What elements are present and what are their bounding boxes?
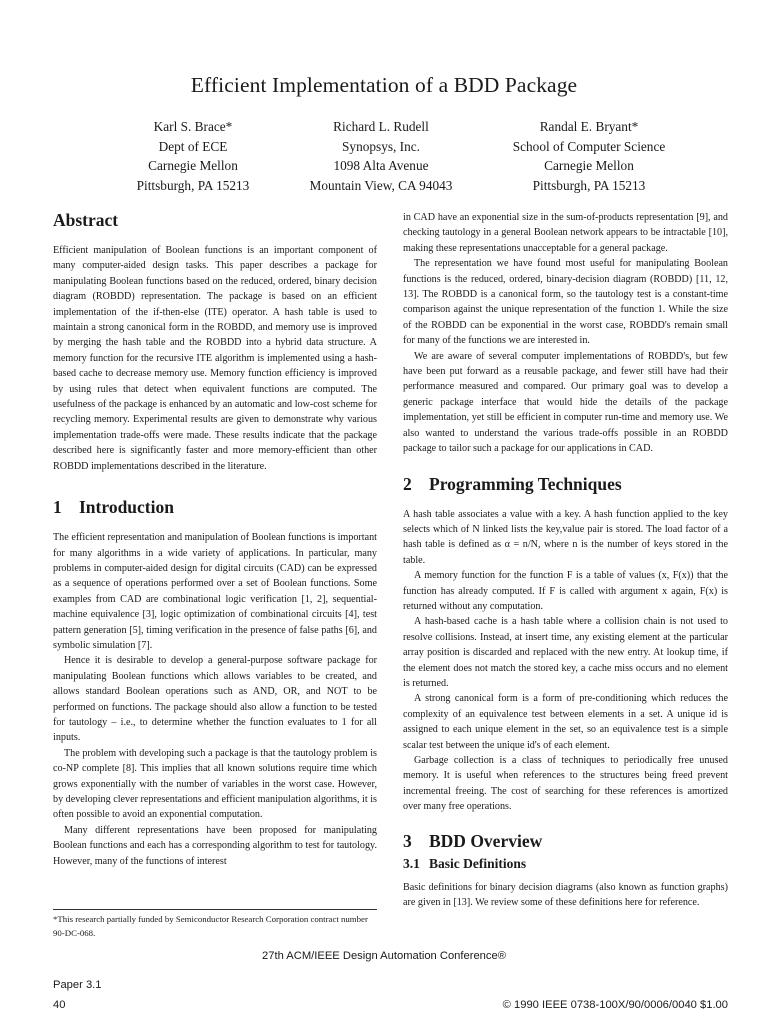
paragraph: A hash table associates a value with a key. A hash function applied to the key selects which of N linked lists the key,value pair is stored. The load factor of a hash table is defined as α = n/N, where n is the number of keys stored in the table. [403,508,728,566]
author-address: Mountain View, CA 94043 [309,177,453,193]
author-affiliation: Dept of ECE [158,138,228,154]
section-number: 1 [53,497,62,518]
author-affiliation: Synopsys, Inc. [342,138,420,154]
author-affiliation: School of Computer Science [512,138,666,154]
abstract-text: Efficient manipulation of Boolean functions is an important component of many computer-aided design tasks. This paper describes a package for manipulating Boolean functions based on the reduced, ordered, binary decision diagram (ROBDD) representation. The package is based on an efficient implementation of the if-then-else (ITE) operator. A hash table is used to maintain a strong canonical form in the ROBDD, and memory use is improved by merging the hash table and the ROBDD into a hybrid data structure. A memory function for the recursive ITE algorithm is implemented using a hash-based cache to decrease memory use. Memory function efficiency is improved by using rules that detect when equivalent functions are computed. The usefulness of the package is enhanced by an automatic and low-cost scheme for recycling memory. Experimental results are given to demonstrate why various implementation trade-offs were made. These results indicate that the package described here is significantly faster and more memory-efficient than other ROBDD implementations described in the literature. [53,245,377,472]
footnote-text: *This research partially funded by Semiconductor Research Corporation contract number 90-DC-068. [53,914,368,938]
author-block-brace [108,117,278,195]
author-block-rudell [278,117,484,195]
section-number: 3 [403,830,412,851]
author-name: Randal E. Bryant* [539,119,639,134]
paragraph: The representation we have found most useful for manipulating Boolean functions is the reduced, ordered, binary-decision diagram (ROBDD) [11, 12, 13]. The ROBDD is a canonical form, so the tautology test is a constant-time comparison against the unique representation of the function 1. While the size of the ROBDD can be exponential in the worst case, ROBDD's remain small for many of the functions we are interested in. [403,258,728,347]
author-address: Pittsburgh, PA 15213 [532,177,646,193]
paragraph: Hence it is desirable to develop a general-purpose software package for manipulating Boolean functions which allows variables to be created, and allows standard Boolean operations such as AND, OR, and NOT to be performed on functions. The package should also allow a function to be tested for tautology – i.e., to determine whether the function evaluates to 1 for all inputs. [53,655,377,744]
section-heading-introduction [53,497,377,517]
section-title: Introduction [79,497,174,518]
subsection-number: 3.1 [403,855,420,871]
abstract-heading: Abstract [53,210,119,230]
conference-footer: 27th ACM/IEEE Design Automation Conference® [262,950,506,962]
author-block-bryant [474,117,704,195]
paragraph: Garbage collection is a class of techniques to periodically free unused memory. It is useful when references to the structures being freed prevent incremental freeing. The cost of searching for these references is amortized over many free operations. [403,755,728,813]
copyright-line: © 1990 IEEE 0738-100X/90/0006/0040 $1.00 [502,999,728,1011]
paragraph: We are aware of several computer implementations of ROBDD's, but few have been put forward as a reusable package, and fewer still have had their performance measured and compared. Our primary goal was to develop a generic package interface that would hide the details of the package implementation, yet still be efficient in computer run-time and memory use. We also wanted to understand the various trade-offs possible in an ROBDD package to tailor such a package for our applications in CAD. [403,350,728,455]
section-heading-programming-techniques [403,474,728,494]
author-affiliation: Carnegie Mellon [544,158,634,173]
paragraph: Many different representations have been proposed for manipulating Boolean functions and each has a corresponding algorithm to test for tautology. However, many of the functions of interest [53,824,377,867]
author-name: Richard L. Rudell [333,119,429,134]
section-title: Programming Techniques [429,473,622,494]
right-column [403,210,728,910]
paper-label: Paper 3.1 [53,979,102,991]
subsection-title: Basic Definitions [429,855,527,871]
page-number: 40 [53,999,66,1011]
section-heading-bdd-overview [403,831,728,851]
subsection-heading-basic-definitions [403,855,728,873]
author-address: 1098 Alta Avenue [333,158,429,173]
section-number: 2 [403,473,412,494]
paragraph: A strong canonical form is a form of pre-conditioning which reduces the complexity of an equivalence test between elements in a set. A unique id is assigned to each unique element in the set, so an equivalence test is a simple scalar test between the unique id's of each element. [403,693,728,751]
author-name: Karl S. Brace* [153,119,233,134]
footnote [53,909,377,940]
paragraph: in CAD have an exponential size in the sum-of-products representation [9], and checking tautology in a general Boolean network appears to be intractable [10], making these representations unacceptable for a general package. [403,212,728,254]
left-column [53,210,377,869]
paragraph: The problem with developing such a package is that the tautology problem is co-NP complete [8]. This implies that all known solutions require time which grows exponentially with the number of variables in the worst case. However, by developing clever representations and efficient manipulation algorithms, it is often possible to avoid an exponential computation. [53,747,377,821]
paper-title: Efficient Implementation of a BDD Package [190,73,578,97]
author-affiliation: Carnegie Mellon [148,158,238,173]
paragraph: The efficient representation and manipulation of Boolean functions is important for many algorithms in a wide variety of applications. In particular, many problems in computer-aided design for digital circuits (CAD) can be expressed as a sequence of operations performed over a set of Boolean functions. Some examples from CAD are combinational logic verification [1, 2], sequential-machine equivalence [3], logic optimization of combinational circuits [4], test pattern generation [5], timing verification in the presence of false paths [6], and symbolic simulation [7]. [53,532,377,651]
author-address: Pittsburgh, PA 15213 [136,177,250,193]
paper-number [53,975,102,1015]
paragraph: Basic definitions for binary decision diagrams (also known as function graphs) are given in [13]. We review some of these definitions here for reference. [403,881,728,909]
paragraph: A hash-based cache is a hash table where a collision chain is not used to resolve collisions. Instead, at insert time, any existing element at the particular array position is discarded and replaced with the new entry. At lookup time, if the element does not match the stored key, a cache miss occurs and no element is returned. [403,616,728,689]
section-title: BDD Overview [429,830,543,851]
paragraph: A memory function for the function F is a table of values (x, F(x)) that the function has already computed. If F is called with argument x again, F(x) is returned without any computation. [403,570,728,612]
